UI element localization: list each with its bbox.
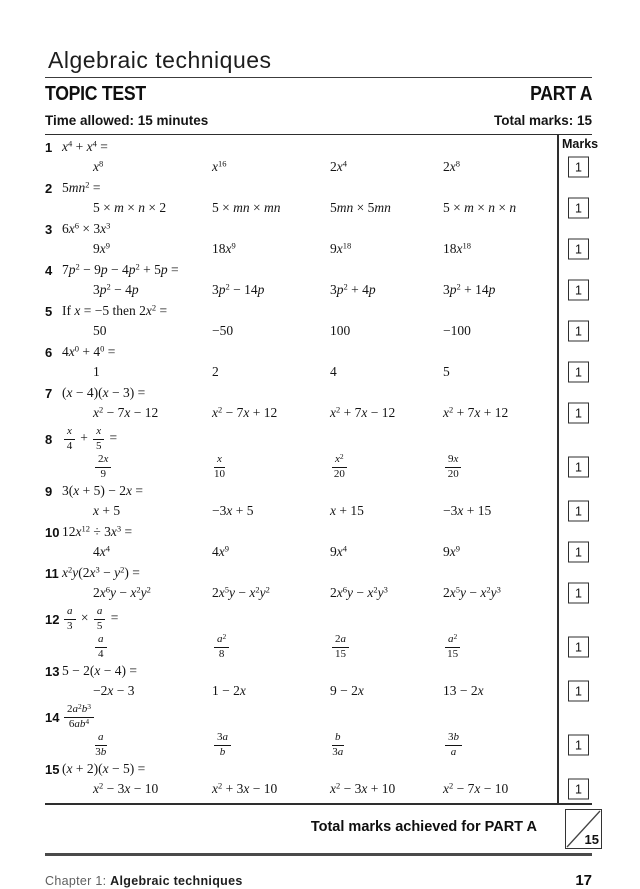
answer-option: $x^2 - 3x + 10$ xyxy=(330,780,396,796)
answer-option: $3p^2 + 14p$ xyxy=(443,281,496,297)
question-line xyxy=(45,703,592,731)
answer-option: $9x^4$ xyxy=(330,543,347,559)
answer-option: $18x^9$ xyxy=(212,240,236,256)
answer-option: x + 5 xyxy=(93,503,121,518)
footer-chapter xyxy=(45,874,243,888)
question-number: 8 xyxy=(45,431,53,447)
options-row xyxy=(45,453,592,481)
question-line xyxy=(45,384,592,402)
answer-option: $\frac{x^2}{20}$ xyxy=(333,452,345,480)
question-expression: (x + 2)(x − 5) = xyxy=(62,761,146,776)
options-row xyxy=(45,633,592,661)
question-line xyxy=(45,482,592,500)
answer-option: $2x^6y - x^2y^3$ xyxy=(330,584,388,600)
answer-option: $\frac{3b}{a}$ xyxy=(443,731,563,759)
options-row xyxy=(45,680,592,702)
question-row xyxy=(45,260,592,301)
options-row xyxy=(45,582,592,604)
mark-box: 1 xyxy=(568,157,589,178)
answer-option: $\frac{a^2}{8}$ xyxy=(212,633,330,661)
mark-box: 1 xyxy=(568,321,589,342)
question-row xyxy=(45,178,592,219)
question-number: 12 xyxy=(45,611,60,627)
mark-box: 1 xyxy=(568,457,589,478)
question-line xyxy=(45,425,592,453)
answer-option: $x^{16}$ xyxy=(212,158,227,174)
question-line xyxy=(45,261,592,279)
test-info-row xyxy=(45,113,592,128)
answer-option: 13 − 2x xyxy=(443,683,484,698)
test-header-row xyxy=(45,82,592,106)
question-row xyxy=(45,424,592,481)
question-line xyxy=(45,179,592,197)
question-number: 13 xyxy=(45,663,60,679)
answer-option: $3p^2 + 4p$ xyxy=(330,281,376,297)
answer-option: 50 xyxy=(93,323,107,338)
options-row xyxy=(45,279,592,301)
mark-box: 1 xyxy=(568,637,589,658)
mark-box: 1 xyxy=(568,583,589,604)
answer-option: $\frac{a^2}{15}$ xyxy=(443,633,563,661)
total-marks-label: Total marks: 15 xyxy=(493,113,592,128)
answer-option: $x^2 + 7x + 12$ xyxy=(443,404,509,420)
time-allowed-label: Time allowed: 15 minutes xyxy=(45,113,209,128)
mark-box: 1 xyxy=(568,542,589,563)
mark-box: 1 xyxy=(568,735,589,756)
question-line xyxy=(45,760,592,778)
question-expression: 3(x + 5) − 2x = xyxy=(62,483,143,498)
question-row xyxy=(45,604,592,661)
question-expression: $\frac{2a^2b^3}{6ab^4}$ xyxy=(62,703,96,731)
question-expression: $6x^6 \times 3x^3$ xyxy=(62,220,111,236)
title-rule xyxy=(45,77,592,78)
answer-option: $x^2 - 3x - 10$ xyxy=(93,780,159,796)
answer-option: 5 xyxy=(443,364,450,379)
answer-option: −3x + 15 xyxy=(443,503,492,518)
mark-box: 1 xyxy=(568,198,589,219)
answer-option: 2 xyxy=(212,364,219,379)
answer-option: $\frac{3a}{b}$ xyxy=(212,731,330,759)
question-number: 14 xyxy=(45,709,60,725)
answer-option: $2x^4$ xyxy=(330,158,347,174)
question-expression: $\frac{a}{3}$ × $\frac{a}{5}$ = xyxy=(62,605,118,633)
question-expression: $12x^{12} \div 3x^3$ = xyxy=(62,523,133,539)
answer-option: $\frac{b}{3a}$ xyxy=(332,731,344,758)
answer-option: $x^2 - 7x + 12$ xyxy=(212,404,278,420)
options-row xyxy=(45,778,592,800)
answer-option: $4x^9$ xyxy=(212,543,229,559)
question-line xyxy=(45,343,592,361)
question-expression: $x^4 + x^4$ = xyxy=(62,138,108,154)
options-row xyxy=(45,731,592,759)
options-row xyxy=(45,361,592,383)
answer-option: 5 × m × n × 2 xyxy=(93,200,167,215)
question-row xyxy=(45,522,592,563)
options-row xyxy=(45,238,592,260)
answer-option: $x^2 - 7x - 12$ xyxy=(93,404,159,420)
answer-option: 100 xyxy=(330,323,351,338)
question-row xyxy=(45,563,592,604)
answer-option: $\frac{2a}{15}$ xyxy=(330,633,443,661)
answer-option: −2x − 3 xyxy=(93,683,135,698)
question-number: 7 xyxy=(45,385,53,401)
mark-box: 1 xyxy=(568,681,589,702)
answer-option: $2x^8$ xyxy=(443,158,460,174)
answer-option: $9x^9$ xyxy=(443,543,460,559)
answer-option: $9x^{18}$ xyxy=(330,240,352,256)
answer-option: $\frac{a}{4}$ xyxy=(93,633,212,661)
question-number: 2 xyxy=(45,180,53,196)
question-expression: If x = −5 then $2x^2$ = xyxy=(62,302,168,318)
answer-option: $x^2 + 3x - 10$ xyxy=(212,780,278,796)
options-row xyxy=(45,541,592,563)
answer-option: 1 − 2x xyxy=(212,683,246,698)
question-number: 4 xyxy=(45,262,53,278)
answer-option: $x^8$ xyxy=(93,158,104,174)
question-row xyxy=(45,481,592,522)
question-expression: 5 − 2(x − 4) = xyxy=(62,663,137,678)
question-number: 5 xyxy=(45,303,53,319)
question-line xyxy=(45,523,592,541)
page-number: 17 xyxy=(575,872,592,889)
answer-option: $3p^2 - 4p$ xyxy=(93,281,139,297)
question-number: 11 xyxy=(45,565,59,581)
question-expression: $5mn^2$ = xyxy=(62,179,101,195)
total-score-value: 15 xyxy=(584,832,599,847)
mark-box: 1 xyxy=(568,403,589,424)
question-row xyxy=(45,137,592,178)
answer-option: 5 × mn × mn xyxy=(212,200,281,215)
question-row xyxy=(45,383,592,424)
question-row xyxy=(45,759,592,800)
answer-option: −100 xyxy=(443,323,471,338)
test-table xyxy=(45,134,599,805)
question-number: 10 xyxy=(45,524,60,540)
footer-chapter-name: Algebraic techniques xyxy=(110,874,243,888)
question-number: 15 xyxy=(45,761,60,777)
answer-option: $x^2 - 7x - 10$ xyxy=(443,780,509,796)
mark-box: 1 xyxy=(568,239,589,260)
footer-chapter-prefix: Chapter 1: xyxy=(45,874,111,888)
question-row xyxy=(45,661,592,702)
total-achieved-label: Total marks achieved for PART A xyxy=(310,819,537,835)
options-row xyxy=(45,320,592,342)
marks-column-header: Marks xyxy=(562,137,599,151)
question-line xyxy=(45,220,592,238)
question-row xyxy=(45,702,592,759)
question-expression: (x − 4)(x − 3) = xyxy=(62,385,146,400)
total-row xyxy=(45,805,599,856)
answer-option: $2x^5y - x^2y^2$ xyxy=(212,584,270,600)
options-row xyxy=(45,156,592,178)
part-label: PART A xyxy=(529,82,592,105)
total-score-box xyxy=(565,809,602,849)
answer-option: 5 × m × n × n xyxy=(443,200,517,215)
question-number: 1 xyxy=(45,139,53,155)
question-row xyxy=(45,219,592,260)
answer-option: −3x + 5 xyxy=(212,503,254,518)
mark-box: 1 xyxy=(568,362,589,383)
answer-option: $\frac{2x}{9}$ xyxy=(93,453,212,481)
options-row xyxy=(45,197,592,219)
answer-option: $\frac{9x}{20}$ xyxy=(443,453,563,481)
question-expression: $x^2y(2x^3 - y^2)$ = xyxy=(62,564,140,580)
question-expression: $7p^2 - 9p - 4p^2 + 5p$ = xyxy=(62,261,179,277)
question-row xyxy=(45,342,592,383)
answer-option: $\frac{x}{10}$ xyxy=(214,453,225,480)
answer-option: $x^2 + 7x - 12$ xyxy=(330,404,396,420)
mark-box: 1 xyxy=(568,280,589,301)
questions-container xyxy=(45,137,592,800)
question-number: 9 xyxy=(45,483,53,499)
answer-option: $18x^{18}$ xyxy=(443,240,471,256)
question-line xyxy=(45,138,592,156)
answer-option: 4 xyxy=(330,364,337,379)
topic-test-label: TOPIC TEST xyxy=(45,82,146,105)
answer-option: −50 xyxy=(212,323,234,338)
mark-box: 1 xyxy=(568,501,589,522)
answer-option: 5mn × 5mn xyxy=(330,200,391,215)
answer-option: $9x^9$ xyxy=(93,240,110,256)
mark-box: 1 xyxy=(568,779,589,800)
answer-option: $4x^4$ xyxy=(93,543,110,559)
options-row xyxy=(45,500,592,522)
options-row xyxy=(45,402,592,424)
answer-option: $2x^5y - x^2y^3$ xyxy=(443,584,501,600)
question-expression: $\frac{x}{4}$ + $\frac{x}{5}$ = xyxy=(62,425,117,453)
question-row xyxy=(45,301,592,342)
question-line xyxy=(45,605,592,633)
question-number: 3 xyxy=(45,221,53,237)
answer-option: x + 15 xyxy=(330,503,364,518)
answer-option: $3p^2 - 14p$ xyxy=(212,281,265,297)
question-number: 6 xyxy=(45,344,53,360)
question-expression: $4x^0 + 4^0$ = xyxy=(62,343,116,359)
page-title: Algebraic techniques xyxy=(48,47,272,73)
answer-option: $\frac{a}{3b}$ xyxy=(95,731,107,758)
question-line xyxy=(45,302,592,320)
answer-option: $2x^6y - x^2y^2$ xyxy=(93,584,151,600)
question-line xyxy=(45,662,592,680)
question-line xyxy=(45,564,592,582)
answer-option: 9 − 2x xyxy=(330,683,364,698)
answer-option: 1 xyxy=(93,364,100,379)
